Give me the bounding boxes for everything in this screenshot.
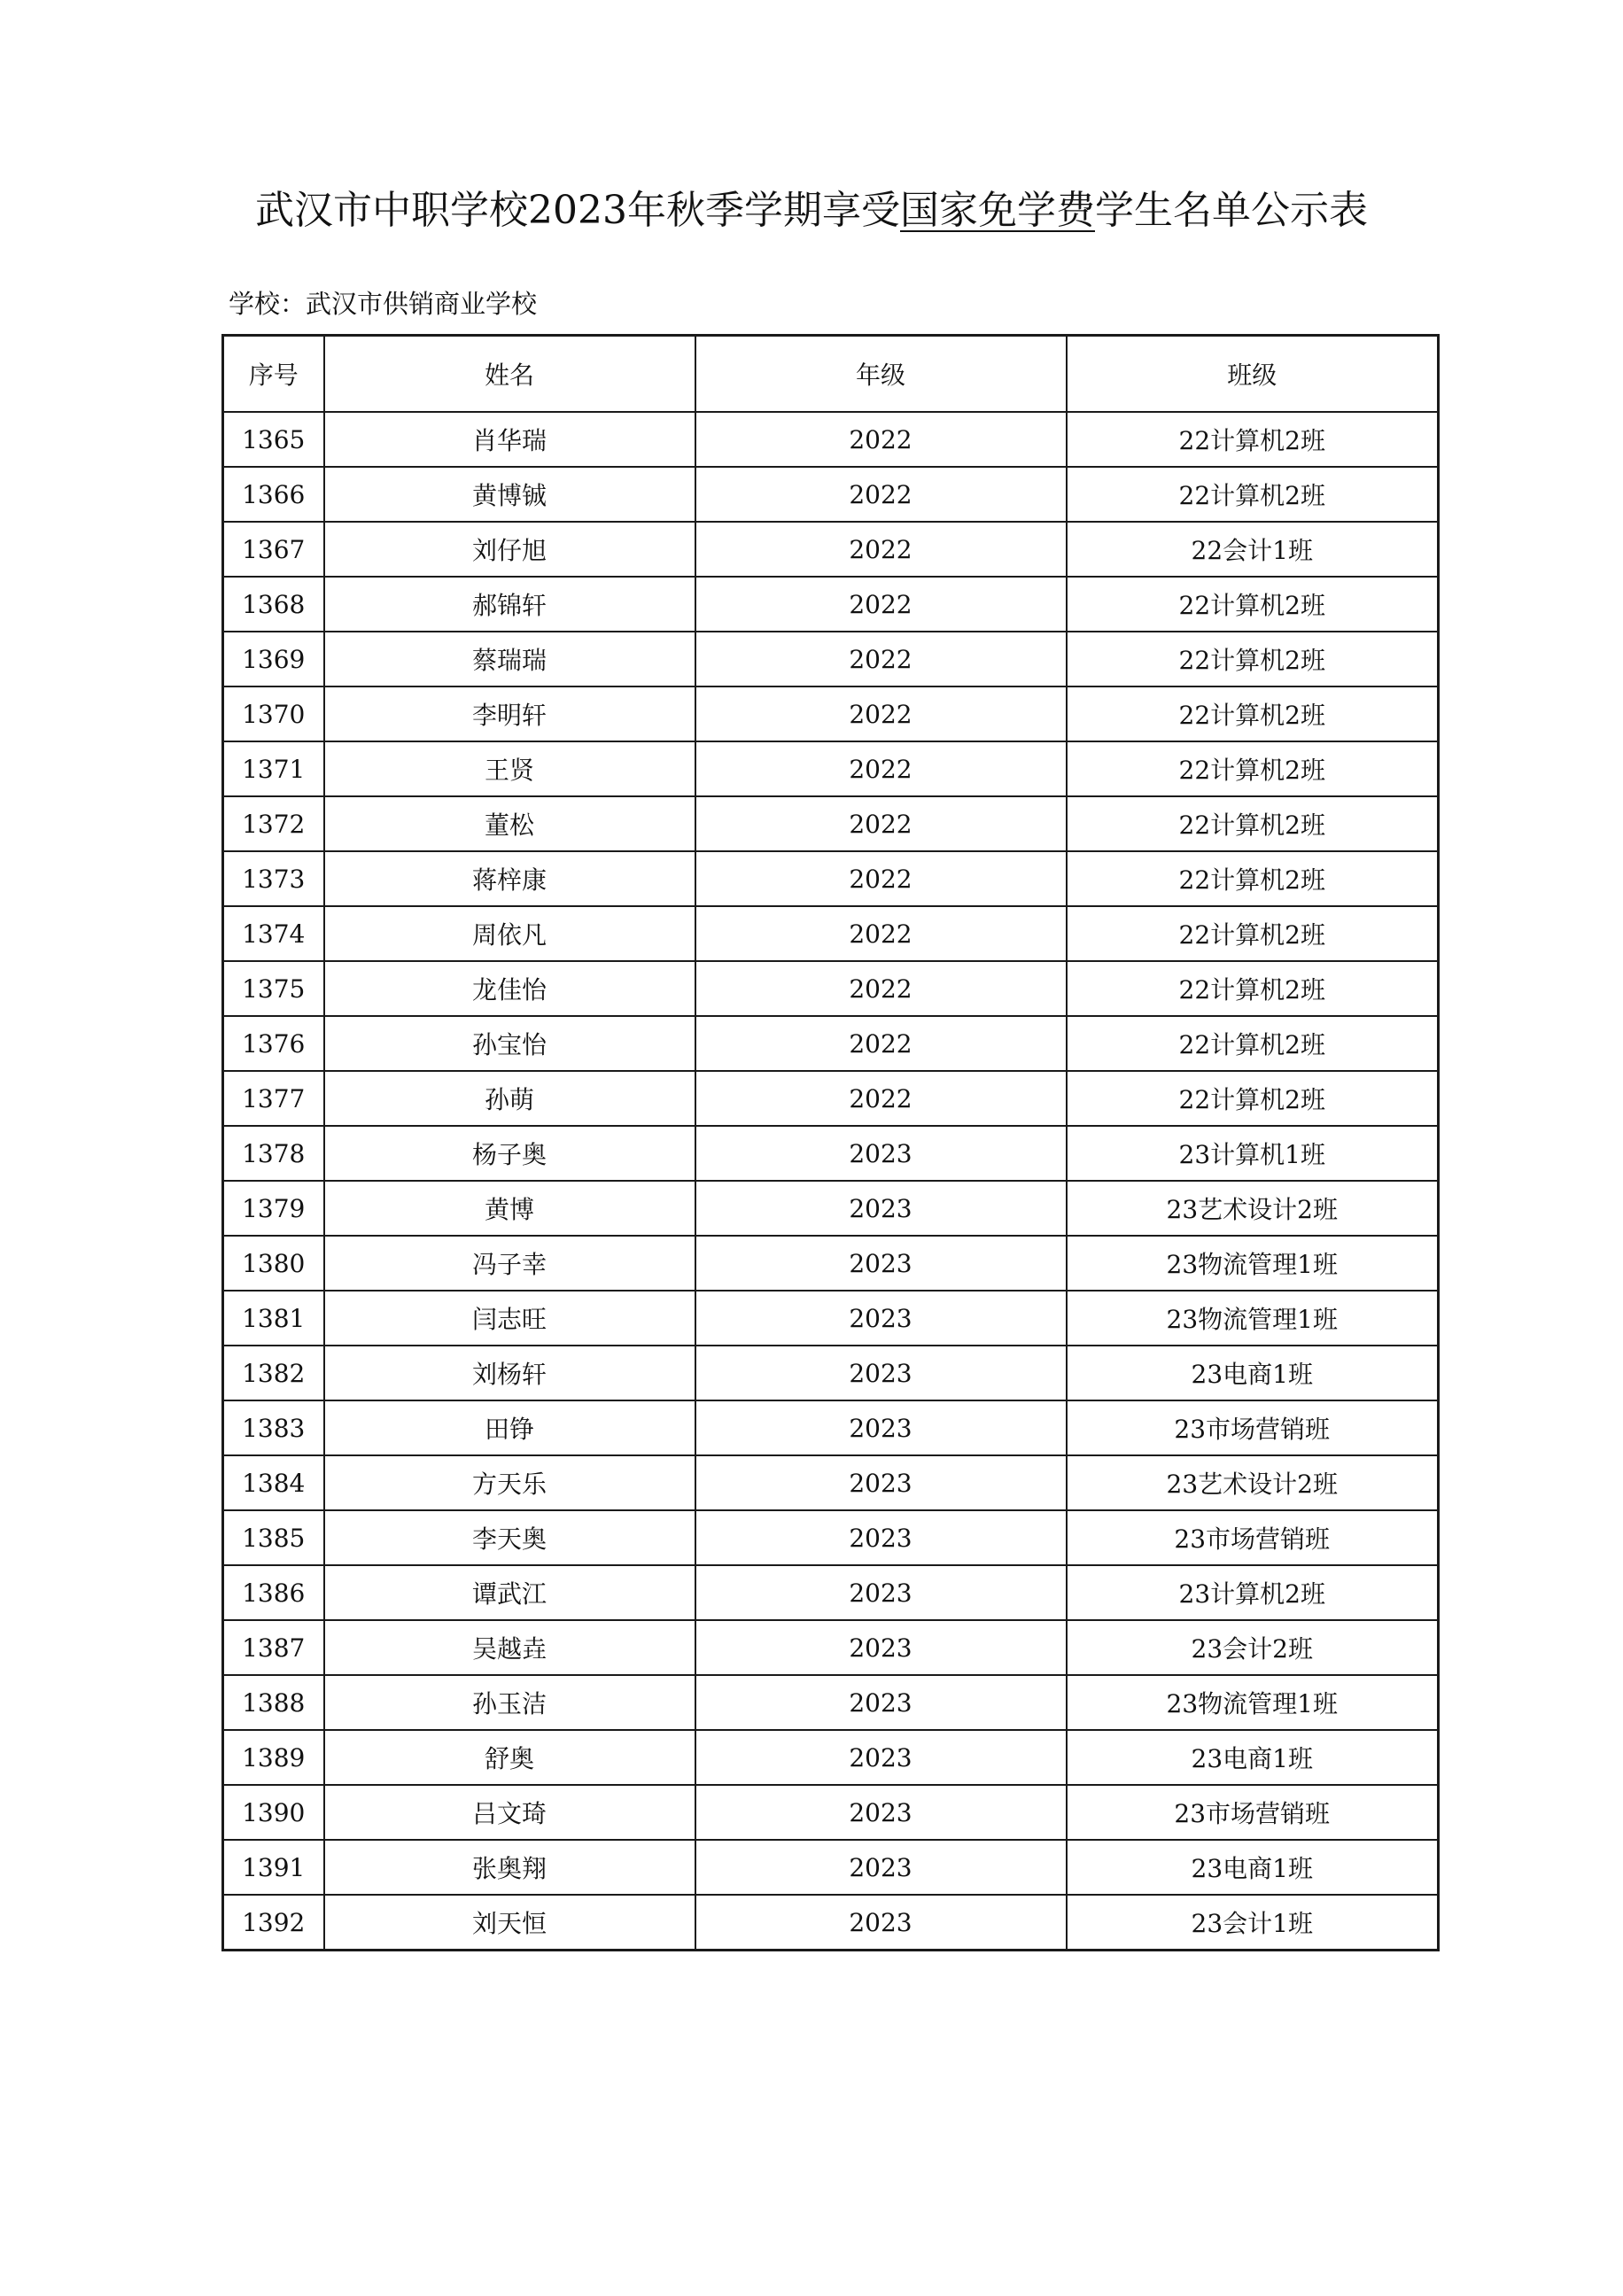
cell-name: 张奥翔 bbox=[324, 1840, 695, 1895]
cell-index: 1388 bbox=[223, 1675, 324, 1730]
cell-index: 1391 bbox=[223, 1840, 324, 1895]
cell-index: 1374 bbox=[223, 906, 324, 961]
table-row bbox=[223, 1236, 1439, 1291]
cell-index: 1377 bbox=[223, 1071, 324, 1126]
cell-index: 1379 bbox=[223, 1181, 324, 1236]
table-row bbox=[223, 1400, 1439, 1455]
cell-name: 肖华瑞 bbox=[324, 412, 695, 467]
cell-grade: 2023 bbox=[695, 1730, 1067, 1785]
cell-name: 冯子幸 bbox=[324, 1236, 695, 1291]
cell-class: 22计算机2班 bbox=[1067, 632, 1439, 686]
table-row bbox=[223, 1565, 1439, 1620]
cell-index: 1367 bbox=[223, 522, 324, 577]
table-row bbox=[223, 906, 1439, 961]
table-row bbox=[223, 741, 1439, 796]
cell-class: 22计算机2班 bbox=[1067, 467, 1439, 522]
cell-class: 22会计1班 bbox=[1067, 522, 1439, 577]
cell-class: 23市场营销班 bbox=[1067, 1510, 1439, 1565]
cell-class: 23计算机2班 bbox=[1067, 1565, 1439, 1620]
header-name: 姓名 bbox=[324, 336, 695, 413]
cell-index: 1384 bbox=[223, 1455, 324, 1510]
table-row bbox=[223, 1510, 1439, 1565]
cell-class: 23电商1班 bbox=[1067, 1730, 1439, 1785]
cell-name: 方天乐 bbox=[324, 1455, 695, 1510]
table-row bbox=[223, 851, 1439, 906]
cell-index: 1380 bbox=[223, 1236, 324, 1291]
cell-name: 刘杨轩 bbox=[324, 1346, 695, 1400]
cell-class: 23市场营销班 bbox=[1067, 1400, 1439, 1455]
cell-class: 23艺术设计2班 bbox=[1067, 1181, 1439, 1236]
cell-class: 22计算机2班 bbox=[1067, 686, 1439, 741]
header-class: 班级 bbox=[1067, 336, 1439, 413]
cell-grade: 2023 bbox=[695, 1291, 1067, 1346]
cell-grade: 2022 bbox=[695, 632, 1067, 686]
cell-index: 1373 bbox=[223, 851, 324, 906]
table-row bbox=[223, 1840, 1439, 1895]
cell-class: 23物流管理1班 bbox=[1067, 1675, 1439, 1730]
cell-name: 刘天恒 bbox=[324, 1895, 695, 1951]
table-row bbox=[223, 1291, 1439, 1346]
cell-name: 黄博 bbox=[324, 1181, 695, 1236]
table-row bbox=[223, 1455, 1439, 1510]
cell-grade: 2023 bbox=[695, 1400, 1067, 1455]
cell-index: 1369 bbox=[223, 632, 324, 686]
cell-index: 1390 bbox=[223, 1785, 324, 1840]
cell-name: 舒奥 bbox=[324, 1730, 695, 1785]
cell-name: 王贤 bbox=[324, 741, 695, 796]
cell-name: 刘仔旭 bbox=[324, 522, 695, 577]
cell-class: 23会计2班 bbox=[1067, 1620, 1439, 1675]
cell-name: 吴越垚 bbox=[324, 1620, 695, 1675]
table-body bbox=[223, 412, 1439, 1951]
cell-grade: 2023 bbox=[695, 1510, 1067, 1565]
cell-index: 1371 bbox=[223, 741, 324, 796]
table-row bbox=[223, 686, 1439, 741]
cell-grade: 2023 bbox=[695, 1895, 1067, 1951]
cell-index: 1392 bbox=[223, 1895, 324, 1951]
cell-grade: 2023 bbox=[695, 1785, 1067, 1840]
table-header-row bbox=[223, 336, 1439, 413]
cell-class: 22计算机2班 bbox=[1067, 577, 1439, 632]
cell-name: 孙萌 bbox=[324, 1071, 695, 1126]
cell-name: 李明轩 bbox=[324, 686, 695, 741]
table-row bbox=[223, 796, 1439, 851]
cell-index: 1389 bbox=[223, 1730, 324, 1785]
cell-class: 23市场营销班 bbox=[1067, 1785, 1439, 1840]
cell-index: 1370 bbox=[223, 686, 324, 741]
table-row bbox=[223, 1895, 1439, 1951]
table-row bbox=[223, 577, 1439, 632]
table-row bbox=[223, 1071, 1439, 1126]
cell-class: 22计算机2班 bbox=[1067, 796, 1439, 851]
cell-class: 22计算机2班 bbox=[1067, 961, 1439, 1016]
table-row bbox=[223, 1730, 1439, 1785]
table-row bbox=[223, 1620, 1439, 1675]
cell-grade: 2023 bbox=[695, 1565, 1067, 1620]
cell-index: 1378 bbox=[223, 1126, 324, 1181]
cell-name: 蔡瑞瑞 bbox=[324, 632, 695, 686]
cell-grade: 2023 bbox=[695, 1455, 1067, 1510]
header-index: 序号 bbox=[223, 336, 324, 413]
student-roster-table bbox=[221, 334, 1440, 1951]
cell-class: 23艺术设计2班 bbox=[1067, 1455, 1439, 1510]
title-suffix: 学生名单公示表 bbox=[1094, 188, 1368, 233]
cell-class: 23电商1班 bbox=[1067, 1346, 1439, 1400]
cell-index: 1366 bbox=[223, 467, 324, 522]
cell-name: 周依凡 bbox=[324, 906, 695, 961]
school-name: 学校：武汉市供销商业学校 bbox=[229, 289, 538, 319]
table-row bbox=[223, 412, 1439, 467]
cell-class: 23物流管理1班 bbox=[1067, 1291, 1439, 1346]
cell-name: 黄博铖 bbox=[324, 467, 695, 522]
table-row bbox=[223, 1126, 1439, 1181]
cell-name: 谭武江 bbox=[324, 1565, 695, 1620]
cell-name: 蒋梓康 bbox=[324, 851, 695, 906]
cell-class: 22计算机2班 bbox=[1067, 906, 1439, 961]
cell-grade: 2022 bbox=[695, 741, 1067, 796]
cell-grade: 2022 bbox=[695, 796, 1067, 851]
page-title bbox=[0, 182, 1623, 240]
table-row bbox=[223, 1016, 1439, 1071]
cell-name: 吕文琦 bbox=[324, 1785, 695, 1840]
cell-grade: 2022 bbox=[695, 851, 1067, 906]
table-row bbox=[223, 467, 1439, 522]
cell-index: 1382 bbox=[223, 1346, 324, 1400]
cell-class: 22计算机2班 bbox=[1067, 1016, 1439, 1071]
cell-index: 1376 bbox=[223, 1016, 324, 1071]
cell-grade: 2023 bbox=[695, 1840, 1067, 1895]
cell-grade: 2022 bbox=[695, 961, 1067, 1016]
cell-grade: 2023 bbox=[695, 1675, 1067, 1730]
cell-index: 1381 bbox=[223, 1291, 324, 1346]
cell-grade: 2022 bbox=[695, 467, 1067, 522]
cell-class: 22计算机2班 bbox=[1067, 851, 1439, 906]
cell-name: 龙佳怡 bbox=[324, 961, 695, 1016]
title-highlight: 国家免学费 bbox=[899, 188, 1095, 233]
cell-index: 1368 bbox=[223, 577, 324, 632]
cell-class: 23电商1班 bbox=[1067, 1840, 1439, 1895]
table-row bbox=[223, 1181, 1439, 1236]
cell-grade: 2023 bbox=[695, 1181, 1067, 1236]
cell-name: 孙宝怡 bbox=[324, 1016, 695, 1071]
cell-grade: 2022 bbox=[695, 686, 1067, 741]
cell-grade: 2023 bbox=[695, 1620, 1067, 1675]
cell-name: 李天奥 bbox=[324, 1510, 695, 1565]
cell-class: 22计算机2班 bbox=[1067, 412, 1439, 467]
table-row bbox=[223, 522, 1439, 577]
cell-name: 孙玉洁 bbox=[324, 1675, 695, 1730]
title-prefix: 武汉市中职学校2023年秋季学期享受 bbox=[255, 188, 900, 233]
cell-grade: 2023 bbox=[695, 1126, 1067, 1181]
cell-index: 1387 bbox=[223, 1620, 324, 1675]
cell-class: 23计算机1班 bbox=[1067, 1126, 1439, 1181]
cell-grade: 2022 bbox=[695, 577, 1067, 632]
table-row bbox=[223, 632, 1439, 686]
cell-grade: 2023 bbox=[695, 1236, 1067, 1291]
cell-index: 1365 bbox=[223, 412, 324, 467]
cell-index: 1375 bbox=[223, 961, 324, 1016]
cell-index: 1372 bbox=[223, 796, 324, 851]
cell-grade: 2023 bbox=[695, 1346, 1067, 1400]
cell-index: 1386 bbox=[223, 1565, 324, 1620]
cell-grade: 2022 bbox=[695, 1016, 1067, 1071]
cell-name: 杨子奥 bbox=[324, 1126, 695, 1181]
table-row bbox=[223, 1346, 1439, 1400]
cell-grade: 2022 bbox=[695, 906, 1067, 961]
cell-index: 1383 bbox=[223, 1400, 324, 1455]
cell-class: 22计算机2班 bbox=[1067, 741, 1439, 796]
cell-grade: 2022 bbox=[695, 412, 1067, 467]
cell-class: 23物流管理1班 bbox=[1067, 1236, 1439, 1291]
cell-class: 23会计1班 bbox=[1067, 1895, 1439, 1951]
cell-name: 董松 bbox=[324, 796, 695, 851]
cell-grade: 2022 bbox=[695, 522, 1067, 577]
cell-name: 郝锦轩 bbox=[324, 577, 695, 632]
cell-class: 22计算机2班 bbox=[1067, 1071, 1439, 1126]
cell-index: 1385 bbox=[223, 1510, 324, 1565]
table-row bbox=[223, 961, 1439, 1016]
cell-grade: 2022 bbox=[695, 1071, 1067, 1126]
table-row bbox=[223, 1785, 1439, 1840]
header-grade: 年级 bbox=[695, 336, 1067, 413]
cell-name: 田铮 bbox=[324, 1400, 695, 1455]
cell-name: 闫志旺 bbox=[324, 1291, 695, 1346]
table-row bbox=[223, 1675, 1439, 1730]
